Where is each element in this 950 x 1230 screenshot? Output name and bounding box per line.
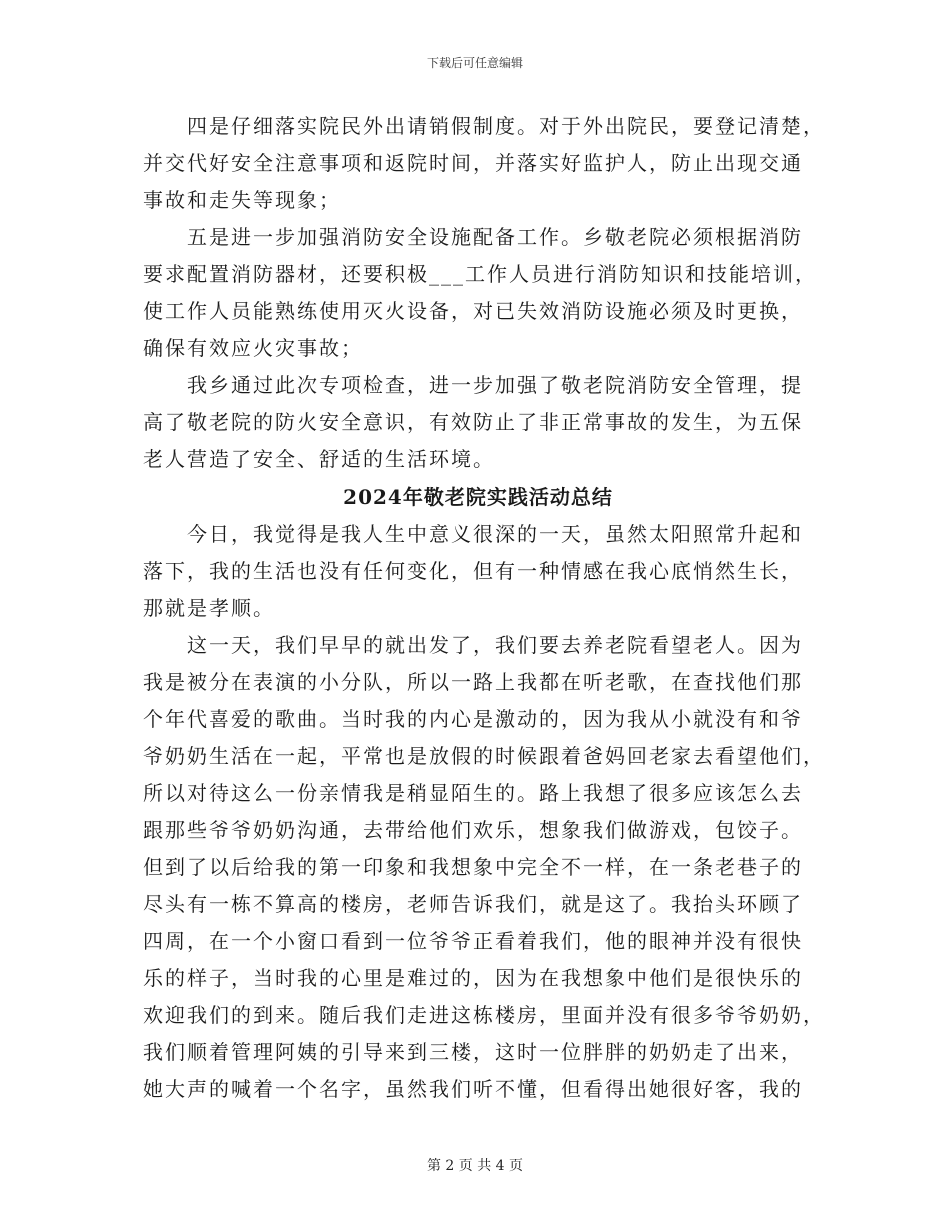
text-line: 要求配置消防器材，还要积极___工作人员进行消防知识和技能培训，: [143, 262, 817, 286]
text-line: 爷奶奶生活在一起，平常也是放假的时候跟着爸妈回老家去看望他们，: [143, 744, 825, 768]
text-line: 四周，在一个小窗口看到一位爷爷正看着我们，他的眼神并没有很快: [143, 929, 803, 953]
document-body: [143, 108, 825, 1108]
text-line: 这一天，我们早早的就出发了，我们要去养老院看望老人。因为: [187, 633, 803, 657]
text-line: 老人营造了安全、舒适的生活环境。: [143, 447, 495, 471]
page-number: 第 2 页 共 4 页: [426, 1158, 524, 1174]
text-line: 那就是孝顺。: [143, 596, 275, 620]
text-line: 高了敬老院的防火安全意识，有效防止了非正常事故的发生，为五保: [143, 410, 803, 434]
text-line: 她大声的喊着一个名字，虽然我们听不懂，但看得出她很好客，我的: [143, 1077, 803, 1101]
text-line: 尽头有一栋不算高的楼房，老师告诉我们，就是这了。我抬头环顾了: [143, 892, 803, 916]
text-line: 我是被分在表演的小分队，所以一路上我都在听老歌，在查找他们那: [143, 670, 803, 694]
text-line: 五是进一步加强消防安全设施配备工作。乡敬老院必须根据消防: [187, 225, 803, 249]
text-line: 并交代好安全注意事项和返院时间，并落实好监护人，防止出现交通: [143, 151, 803, 175]
text-line: 我乡通过此次专项检查，进一步加强了敬老院消防安全管理，提: [187, 373, 803, 397]
text-line: 乐的样子，当时我的心里是难过的，因为在我想象中他们是很快乐的: [143, 966, 803, 990]
text-line: 使工作人员能熟练使用灭火设备，对已失效消防设施必须及时更换，: [143, 299, 803, 323]
text-line: 确保有效应火灾事故；: [143, 336, 363, 360]
text-line: 但到了以后给我的第一印象和我想象中完全不一样，在一条老巷子的: [143, 855, 803, 879]
text-line: 四是仔细落实院民外出请销假制度。对于外出院民，要登记清楚，: [187, 114, 825, 138]
text-line: 欢迎我们的到来。随后我们走进这栋楼房，里面并没有很多爷爷奶奶，: [143, 1003, 825, 1027]
text-line: 跟那些爷爷奶奶沟通，去带给他们欢乐，想象我们做游戏，包饺子。: [143, 818, 803, 842]
text-line: 今日，我觉得是我人生中意义很深的一天，虽然太阳照常升起和: [187, 522, 803, 546]
page-header: 下载后可任意编辑: [426, 56, 523, 70]
text-line: 我们顺着管理阿姨的引导来到三楼，这时一位胖胖的奶奶走了出来，: [143, 1040, 803, 1064]
text-line: 事故和走失等现象；: [143, 188, 341, 212]
text-line: 所以对待这么一份亲情我是稍显陌生的。路上我想了很多应该怎么去: [143, 781, 803, 805]
text-line: 落下，我的生活也没有任何变化，但有一种情感在我心底悄然生长，: [143, 559, 803, 583]
section-title: 2024年敬老院实践活动总结: [343, 485, 613, 509]
text-line: 个年代喜爱的歌曲。当时我的内心是激动的，因为我从小就没有和爷: [143, 707, 803, 731]
